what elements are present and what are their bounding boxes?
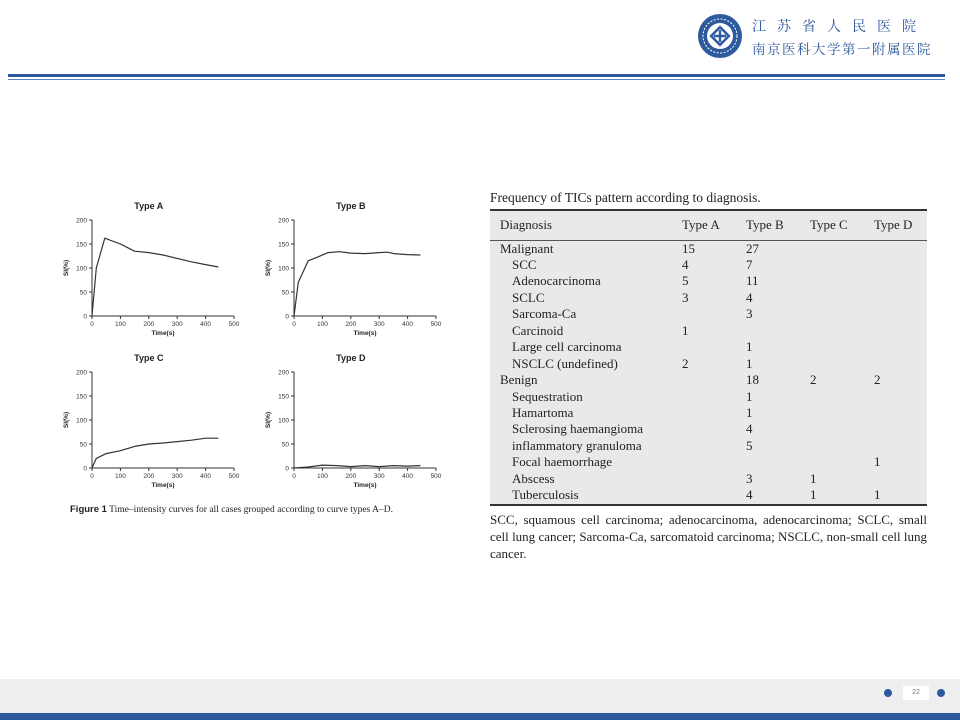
chart-0-y-axis-label: SI(%) bbox=[63, 259, 70, 277]
chart-2-x-tick-label: 400 bbox=[200, 473, 212, 480]
chart-3-y-tick-label: 0 bbox=[285, 465, 289, 473]
cell-diagnosis: Hamartoma bbox=[512, 405, 574, 421]
table-row bbox=[490, 356, 927, 372]
cell-type-c bbox=[800, 240, 864, 257]
chart-2-y-axis-label: SI(%) bbox=[63, 411, 70, 429]
cell-type-c bbox=[800, 306, 864, 322]
cell-type-d: 2 bbox=[874, 372, 881, 388]
chart-2-y-tick-label: 0 bbox=[83, 465, 87, 473]
cell-type-c bbox=[800, 438, 864, 454]
chart-2-y-tick-label: 200 bbox=[76, 369, 87, 377]
table-header-row bbox=[490, 211, 927, 240]
cell-diagnosis: Benign bbox=[500, 372, 538, 388]
chart-2-x-tick-label: 200 bbox=[143, 473, 155, 480]
table-row bbox=[490, 389, 927, 405]
table-row bbox=[490, 454, 927, 470]
chart-0-y-tick-label: 200 bbox=[76, 217, 87, 225]
table-row bbox=[490, 421, 927, 437]
column-header-type-b: Type B bbox=[736, 211, 800, 240]
chart-0-x-tick-label: 0 bbox=[90, 321, 94, 328]
chart-2-y-tick-label: 50 bbox=[79, 441, 87, 449]
chart-2-title: Type C bbox=[134, 353, 164, 363]
footer-bar bbox=[0, 713, 960, 720]
hospital-seal-icon bbox=[697, 13, 743, 59]
cell-type-c bbox=[800, 405, 864, 421]
chart-1-y-tick-label: 200 bbox=[278, 217, 289, 225]
cell-type-d bbox=[864, 273, 927, 289]
tic-charts bbox=[56, 193, 456, 498]
column-header-diagnosis: Diagnosis bbox=[490, 211, 672, 240]
cell-type-c bbox=[800, 389, 864, 405]
cell-type-a: 1 bbox=[682, 322, 689, 338]
chart-3-x-tick-label: 300 bbox=[373, 473, 385, 480]
cell-type-b: 4 bbox=[746, 289, 753, 305]
chart-0-x-tick-label: 500 bbox=[228, 321, 240, 328]
chart-3-x-tick-label: 200 bbox=[345, 473, 357, 480]
cell-diagnosis: inflammatory granuloma bbox=[512, 437, 642, 453]
chart-3-title: Type D bbox=[336, 353, 366, 363]
cell-type-a: 15 bbox=[682, 240, 695, 256]
chart-1-x-tick-label: 400 bbox=[402, 321, 414, 328]
table-title: Frequency of TICs pattern according to diagnosis. bbox=[490, 190, 761, 205]
cell-type-a: 2 bbox=[682, 355, 689, 371]
cell-type-b bbox=[736, 454, 800, 470]
chart-1-x-tick-label: 0 bbox=[292, 321, 296, 328]
table-row bbox=[490, 487, 927, 503]
chart-3-y-axis-label: SI(%) bbox=[265, 411, 272, 429]
table-row bbox=[490, 471, 927, 487]
tic-figure bbox=[56, 193, 456, 498]
cell-type-a bbox=[672, 389, 736, 405]
table-row bbox=[490, 323, 927, 339]
chart-0-x-tick-label: 300 bbox=[171, 321, 183, 328]
cell-type-a bbox=[672, 454, 736, 470]
table-row bbox=[490, 339, 927, 355]
chart-3-x-tick-label: 0 bbox=[292, 473, 296, 480]
chart-1-y-tick-label: 100 bbox=[278, 265, 289, 273]
cell-type-b: 1 bbox=[746, 388, 753, 404]
chart-3-y-tick-label: 200 bbox=[278, 369, 289, 377]
chart-1-x-axis-label: Time(s) bbox=[353, 330, 377, 337]
chart-1-y-axis-label: SI(%) bbox=[265, 259, 272, 277]
hospital-name-line1: 江苏省人民医院 bbox=[752, 19, 927, 35]
page-number: 22 bbox=[903, 686, 929, 700]
cell-type-c: 1 bbox=[810, 487, 817, 503]
chart-1-series-line bbox=[294, 252, 420, 316]
chart-0-y-tick-label: 100 bbox=[76, 265, 87, 273]
chart-2-series-line bbox=[92, 438, 218, 468]
chart-2-y-tick-label: 150 bbox=[76, 393, 87, 401]
cell-type-d bbox=[864, 389, 927, 405]
chart-1-title: Type B bbox=[336, 201, 366, 211]
chart-1-y-tick-label: 0 bbox=[285, 313, 289, 321]
footer-dot-right-icon bbox=[937, 689, 945, 697]
cell-type-c bbox=[800, 421, 864, 437]
chart-3-y-tick-label: 150 bbox=[278, 393, 289, 401]
cell-diagnosis: Adenocarcinoma bbox=[512, 273, 601, 289]
cell-type-a bbox=[672, 421, 736, 437]
cell-type-b: 4 bbox=[746, 421, 753, 437]
cell-type-d bbox=[864, 306, 927, 322]
hospital-name-line2: 南京医科大学第一附属医院 bbox=[752, 42, 932, 58]
cell-diagnosis: Carcinoid bbox=[512, 322, 564, 338]
chart-0-y-tick-label: 0 bbox=[83, 313, 87, 321]
header-divider bbox=[8, 74, 945, 77]
cell-type-d bbox=[864, 323, 927, 339]
footer-dot-left-icon bbox=[884, 689, 892, 697]
table-row bbox=[490, 273, 927, 289]
cell-type-c: 1 bbox=[810, 470, 817, 486]
footer-band bbox=[0, 679, 960, 713]
cell-type-d bbox=[864, 290, 927, 306]
cell-diagnosis: Abscess bbox=[512, 470, 555, 486]
table-row bbox=[490, 257, 927, 273]
cell-type-a bbox=[672, 339, 736, 355]
cell-type-a bbox=[672, 405, 736, 421]
cell-type-a bbox=[672, 306, 736, 322]
cell-type-c bbox=[800, 339, 864, 355]
chart-0-title: Type A bbox=[134, 201, 164, 211]
table-row bbox=[490, 240, 927, 257]
cell-diagnosis: Large cell carcinoma bbox=[512, 339, 622, 355]
chart-1-y-tick-label: 150 bbox=[278, 241, 289, 249]
cell-type-d bbox=[864, 471, 927, 487]
chart-2-x-tick-label: 100 bbox=[114, 473, 126, 480]
chart-3-y-tick-label: 50 bbox=[281, 441, 289, 449]
cell-type-c bbox=[800, 257, 864, 273]
cell-type-b: 3 bbox=[746, 306, 753, 322]
chart-3-x-tick-label: 400 bbox=[402, 473, 414, 480]
chart-3-x-tick-label: 100 bbox=[316, 473, 328, 480]
chart-1-x-tick-label: 500 bbox=[430, 321, 442, 328]
chart-1-x-tick-label: 200 bbox=[345, 321, 357, 328]
cell-type-d bbox=[864, 240, 927, 257]
cell-type-b: 4 bbox=[746, 487, 753, 503]
cell-type-d: 1 bbox=[874, 487, 881, 503]
chart-0-x-tick-label: 400 bbox=[200, 321, 212, 328]
table-row bbox=[490, 438, 927, 454]
chart-2-x-tick-label: 0 bbox=[90, 473, 94, 480]
chart-2-x-tick-label: 500 bbox=[228, 473, 240, 480]
cell-diagnosis: Sequestration bbox=[512, 388, 583, 404]
chart-0-x-tick-label: 100 bbox=[114, 321, 126, 328]
figure-caption-text: Time–intensity curves for all cases grouped according to curve types A–D. bbox=[106, 505, 393, 515]
cell-diagnosis: Sarcoma-Ca bbox=[512, 306, 577, 322]
table-row bbox=[490, 405, 927, 421]
cell-type-c: 2 bbox=[810, 372, 817, 388]
chart-3-x-tick-label: 500 bbox=[430, 473, 442, 480]
column-header-type-a: Type A bbox=[672, 211, 736, 240]
cell-type-d bbox=[864, 257, 927, 273]
cell-diagnosis: Malignant bbox=[500, 240, 554, 256]
cell-type-d bbox=[864, 356, 927, 372]
cell-type-d bbox=[864, 339, 927, 355]
cell-type-b: 11 bbox=[746, 273, 759, 289]
cell-type-c bbox=[800, 290, 864, 306]
chart-2-x-tick-label: 300 bbox=[171, 473, 183, 480]
cell-type-a: 3 bbox=[682, 289, 689, 305]
chart-1-y-tick-label: 50 bbox=[281, 289, 289, 297]
chart-1-x-tick-label: 100 bbox=[316, 321, 328, 328]
cell-type-b: 18 bbox=[746, 372, 759, 388]
cell-diagnosis: Focal haemorrhage bbox=[512, 454, 612, 470]
cell-type-b: 1 bbox=[746, 339, 753, 355]
cell-type-a bbox=[672, 372, 736, 388]
table-row bbox=[490, 372, 927, 388]
cell-diagnosis: NSCLC (undefined) bbox=[512, 355, 618, 371]
chart-0-x-tick-label: 200 bbox=[143, 321, 155, 328]
cell-type-b: 1 bbox=[746, 405, 753, 421]
table-row bbox=[490, 306, 927, 322]
figure-caption bbox=[70, 504, 393, 515]
chart-0-y-tick-label: 150 bbox=[76, 241, 87, 249]
cell-type-d bbox=[864, 421, 927, 437]
tic-frequency-table bbox=[490, 209, 927, 506]
cell-type-c bbox=[800, 356, 864, 372]
cell-type-c bbox=[800, 273, 864, 289]
table-footnote: SCC, squamous cell carcinoma; adenocarcinoma, adenocarcinoma; SCLC, small cell lung cancer; Sarcoma-Ca, sarcomatoid carcinoma; NSCLC, non-small cell lung cancer. bbox=[490, 512, 927, 561]
cell-type-b: 27 bbox=[746, 240, 759, 256]
column-header-type-d: Type D bbox=[864, 211, 927, 240]
cell-type-d bbox=[864, 438, 927, 454]
cell-type-d bbox=[864, 405, 927, 421]
chart-2-x-axis-label: Time(s) bbox=[151, 482, 175, 489]
column-header-type-c: Type C bbox=[800, 211, 864, 240]
cell-diagnosis: Tuberculosis bbox=[512, 487, 579, 503]
cell-diagnosis: SCC bbox=[512, 256, 537, 272]
chart-0-y-tick-label: 50 bbox=[79, 289, 87, 297]
cell-diagnosis: Sclerosing haemangioma bbox=[512, 421, 644, 437]
figure-caption-label: Figure 1 bbox=[70, 504, 107, 515]
chart-2-y-tick-label: 100 bbox=[76, 417, 87, 425]
cell-diagnosis: SCLC bbox=[512, 289, 545, 305]
header-divider-thin bbox=[8, 79, 945, 80]
chart-3-y-tick-label: 100 bbox=[278, 417, 289, 425]
cell-type-a bbox=[672, 471, 736, 487]
cell-type-c bbox=[800, 323, 864, 339]
chart-1-x-tick-label: 300 bbox=[373, 321, 385, 328]
cell-type-b: 1 bbox=[746, 355, 753, 371]
cell-type-a: 4 bbox=[682, 256, 689, 272]
cell-type-a bbox=[672, 438, 736, 454]
cell-type-b: 5 bbox=[746, 437, 753, 453]
chart-0-x-axis-label: Time(s) bbox=[151, 330, 175, 337]
table-row bbox=[490, 290, 927, 306]
cell-type-c bbox=[800, 454, 864, 470]
cell-type-b bbox=[736, 323, 800, 339]
cell-type-a bbox=[672, 487, 736, 503]
cell-type-b: 3 bbox=[746, 470, 753, 486]
cell-type-b: 7 bbox=[746, 256, 753, 272]
chart-3-x-axis-label: Time(s) bbox=[353, 482, 377, 489]
cell-type-d: 1 bbox=[874, 454, 881, 470]
chart-0-series-line bbox=[92, 238, 218, 316]
cell-type-a: 5 bbox=[682, 273, 689, 289]
